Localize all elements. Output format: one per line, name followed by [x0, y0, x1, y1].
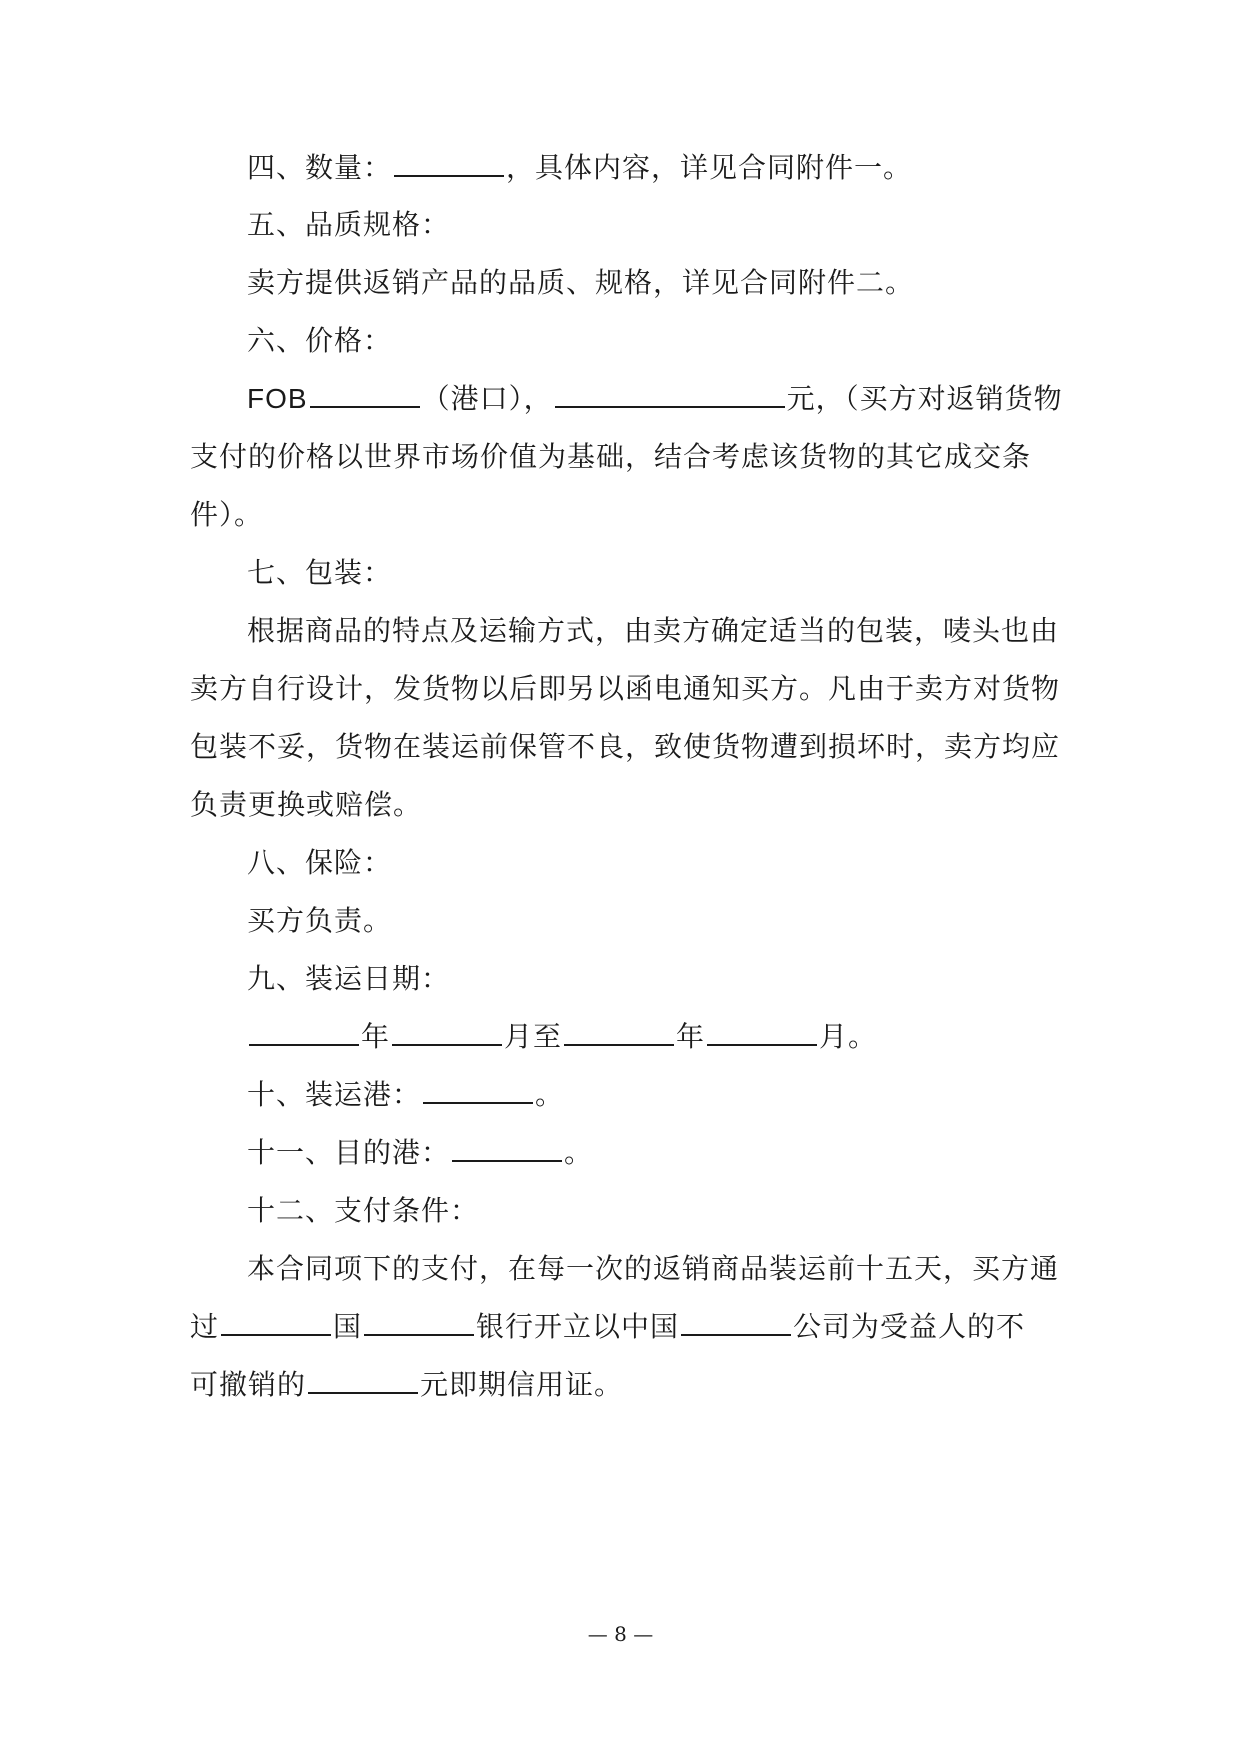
fob-label: FOB	[247, 383, 308, 414]
destination-port-blank	[452, 1134, 562, 1162]
clause-6-text-3: 件）。	[190, 498, 264, 531]
clause-11-end: 。	[564, 1136, 594, 1169]
bank-blank	[364, 1308, 474, 1336]
clause-11-label: 十一、目的港：	[247, 1136, 451, 1169]
month-label-end: 月。	[819, 1020, 878, 1053]
clause-11-destination-port	[247, 1133, 593, 1173]
clause-6-price-line	[247, 379, 1063, 419]
end-year-blank	[564, 1018, 674, 1046]
clause-10-end: 。	[535, 1078, 565, 1111]
clause-10-port-of-loading	[247, 1075, 564, 1115]
clause-4-text: ，具体内容，详见合同附件一。	[506, 151, 913, 184]
clause-6-heading: 六、价格：	[247, 324, 393, 357]
clause-4-label: 四、数量：	[247, 151, 393, 184]
clause-4-quantity	[247, 148, 912, 188]
clause-7-text-3: 包装不妥，货物在装运前保管不良，致使货物遭到损坏时，卖方均应	[190, 730, 1061, 763]
lc-label: 元即期信用证。	[420, 1368, 624, 1401]
clause-12-heading: 十二、支付条件：	[247, 1194, 480, 1227]
start-year-blank	[249, 1018, 359, 1046]
clause-5-text: 卖方提供返销产品的品质、规格，详见合同附件二。	[247, 266, 915, 299]
fob-blank	[310, 380, 420, 408]
clause-12-text-1: 本合同项下的支付，在每一次的返销商品装运前十五天，买方通	[247, 1252, 1060, 1285]
clause-6-text-2: 支付的价格以世界市场价值为基础，结合考虑该货物的其它成交条	[190, 440, 1032, 473]
lc-amount-blank	[308, 1366, 418, 1394]
clause-8-heading: 八、保险：	[247, 846, 393, 879]
clause-7-text-4: 负责更换或赔偿。	[190, 788, 423, 821]
company-blank	[681, 1308, 791, 1336]
year-label-2: 年	[676, 1020, 706, 1053]
port-label: （港口），	[421, 382, 553, 415]
clause-5-heading: 五、品质规格：	[247, 208, 451, 241]
clause-9-dates	[247, 1017, 877, 1057]
price-amount-blank	[555, 380, 785, 408]
bank-label: 银行开立以中国	[476, 1310, 680, 1343]
through-label: 过	[190, 1310, 220, 1343]
year-label: 年	[361, 1020, 391, 1053]
clause-9-heading: 九、装运日期：	[247, 962, 451, 995]
clause-7-text-2: 卖方自行设计，发货物以后即另以函电通知买方。凡由于卖方对货物	[190, 672, 1061, 705]
irrevocable-label: 可撤销的	[190, 1368, 307, 1401]
country-blank	[221, 1308, 331, 1336]
clause-7-heading: 七、包装：	[247, 556, 393, 589]
month-to-label: 月至	[504, 1020, 563, 1053]
loading-port-blank	[423, 1076, 533, 1104]
quantity-blank	[394, 149, 504, 177]
price-text: 元，（买方对返销货物	[786, 382, 1063, 415]
start-month-blank	[392, 1018, 502, 1046]
page-number: — 8 —	[587, 1622, 654, 1646]
clause-10-label: 十、装运港：	[247, 1078, 422, 1111]
beneficiary-label: 公司为受益人的不	[793, 1310, 1026, 1343]
clause-12-text-2	[190, 1307, 1025, 1347]
clause-7-text-1: 根据商品的特点及运输方式，由卖方确定适当的包装，唛头也由	[247, 614, 1060, 647]
clause-12-text-3	[190, 1365, 623, 1405]
clause-8-text: 买方负责。	[247, 904, 393, 937]
country-label: 国	[333, 1310, 363, 1343]
end-month-blank	[707, 1018, 817, 1046]
